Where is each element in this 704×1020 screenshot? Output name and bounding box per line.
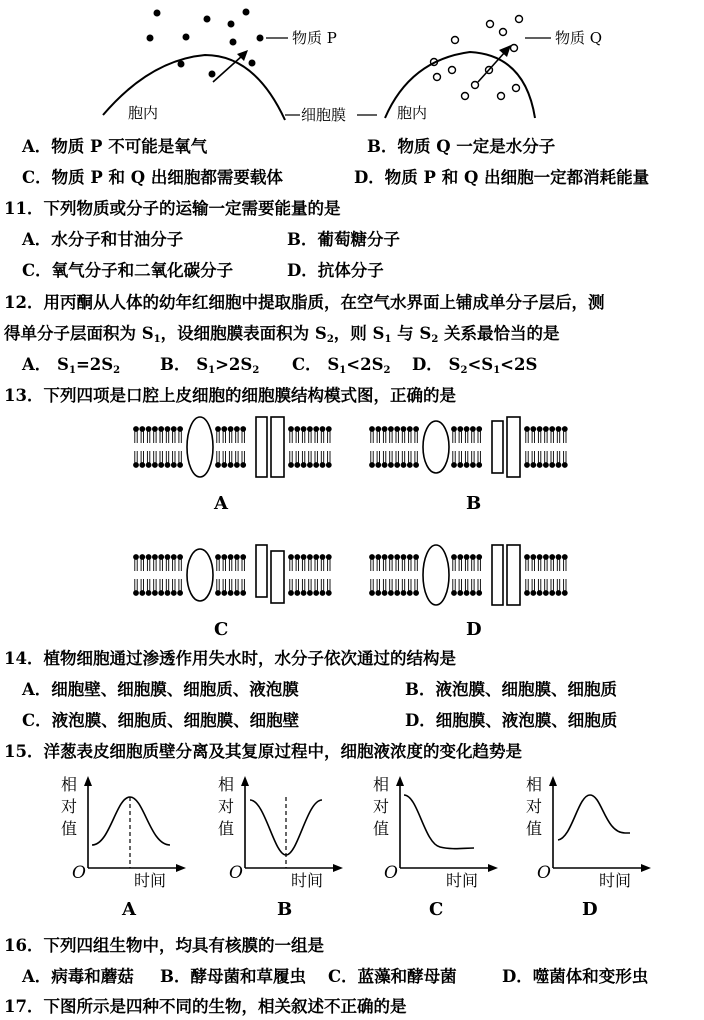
q14-option-d: D．细胞膜、液泡膜、细胞质 <box>405 711 618 730</box>
q11-option-c: C．氧气分子和二氧化碳分子 <box>22 261 234 280</box>
graph-ylabel: 相 对 值 <box>217 775 234 838</box>
q17-stem: 17．下图所示是四种不同的生物，相关叙述不正确的是 <box>4 997 407 1016</box>
q11-option-d: D．抗体分子 <box>287 261 384 280</box>
graph-xlabel: 时间 <box>134 871 167 890</box>
graph-ylabel: 相 对 值 <box>525 775 542 838</box>
q15-label-b: B <box>277 899 293 920</box>
graph-xlabel: 时间 <box>291 871 324 890</box>
q11-stem: 11．下列物质或分子的运输一定需要能量的是 <box>4 199 341 218</box>
q13-stem: 13．下列四项是口腔上皮细胞的细胞膜结构模式图，正确的是 <box>4 386 456 405</box>
q12-option-b: B． $S_1>2S_2$ <box>160 355 260 376</box>
q14-option-a: A．细胞壁、细胞膜、细胞质、液泡膜 <box>22 680 299 699</box>
label-cell-membrane: 细胞膜 <box>301 106 347 124</box>
q13-label-b: B <box>466 493 482 514</box>
graph-d <box>549 776 651 872</box>
q12-stem-line1: 12．用丙酮从人体的幼年红细胞中提取脂质，在空气水界面上铺成单分子层后，测 <box>4 293 605 312</box>
graph-origin: O <box>72 863 86 883</box>
q12-stem-line2: 得单分子层面积为 $S_1$，设细胞膜表面积为 $S_2$，则 $S_1$ 与 $S_2$ 关系最恰当的是 <box>4 324 560 345</box>
graph-xlabel: 时间 <box>599 871 632 890</box>
label-cell-inside-right: 胞内 <box>397 104 428 122</box>
q10-option-c: C．物质 P 和 Q 出细胞都需要载体 <box>22 168 283 187</box>
graph-a <box>84 776 186 872</box>
graph-xlabel: 时间 <box>446 871 479 890</box>
graph-c <box>396 776 498 872</box>
q10-option-a: A．物质 P 不可能是氧气 <box>22 137 208 156</box>
graph-b <box>241 776 343 872</box>
q14-option-b: B．液泡膜、细胞膜、细胞质 <box>405 680 617 699</box>
q14-option-c: C．液泡膜、细胞质、细胞膜、细胞壁 <box>22 711 300 730</box>
q15-label-d: D <box>582 899 598 920</box>
label-substance-p: 物质 P <box>292 29 337 47</box>
graph-ylabel: 相 对 值 <box>60 775 77 838</box>
label-substance-q: 物质 Q <box>555 29 603 47</box>
q15-label-c: C <box>429 899 444 920</box>
graph-ylabel: 相 对 值 <box>372 775 389 838</box>
q15-label-a: A <box>122 899 136 920</box>
graph-origin: O <box>384 863 398 883</box>
q12-option-c: C． $S_1<2S_2$ <box>292 355 391 376</box>
q14-stem: 14．植物细胞通过渗透作用失水时，水分子依次通过的结构是 <box>4 649 456 668</box>
q16-stem: 16．下列四组生物中，均具有核膜的一组是 <box>4 936 324 955</box>
q15-stem: 15．洋葱表皮细胞质壁分离及其复原过程中，细胞液浓度的变化趋势是 <box>4 742 522 761</box>
q13-label-c: C <box>214 619 229 640</box>
q16-option-b: B．酵母菌和草履虫 <box>160 967 306 986</box>
q16-option-a: A．病毒和蘑菇 <box>22 967 134 986</box>
label-cell-inside-left: 胞内 <box>128 104 159 122</box>
q12-option-a: A． $S_1=2S_2$ <box>22 355 121 376</box>
graph-origin: O <box>537 863 551 883</box>
q16-option-d: D．噬菌体和变形虫 <box>502 967 649 986</box>
q10-option-d: D．物质 P 和 Q 出细胞一定都消耗能量 <box>354 168 650 187</box>
q13-label-d: D <box>466 619 482 640</box>
q11-option-b: B．葡萄糖分子 <box>287 230 400 249</box>
q16-option-c: C．蓝藻和酵母菌 <box>328 967 457 986</box>
q10-option-b: B．物质 Q 一定是水分子 <box>367 137 556 156</box>
graph-origin: O <box>229 863 243 883</box>
q13-label-a: A <box>214 493 228 514</box>
q12-option-d: D． $S_2<S_1<2S$ <box>412 355 538 376</box>
q11-option-a: A．水分子和甘油分子 <box>22 230 184 249</box>
